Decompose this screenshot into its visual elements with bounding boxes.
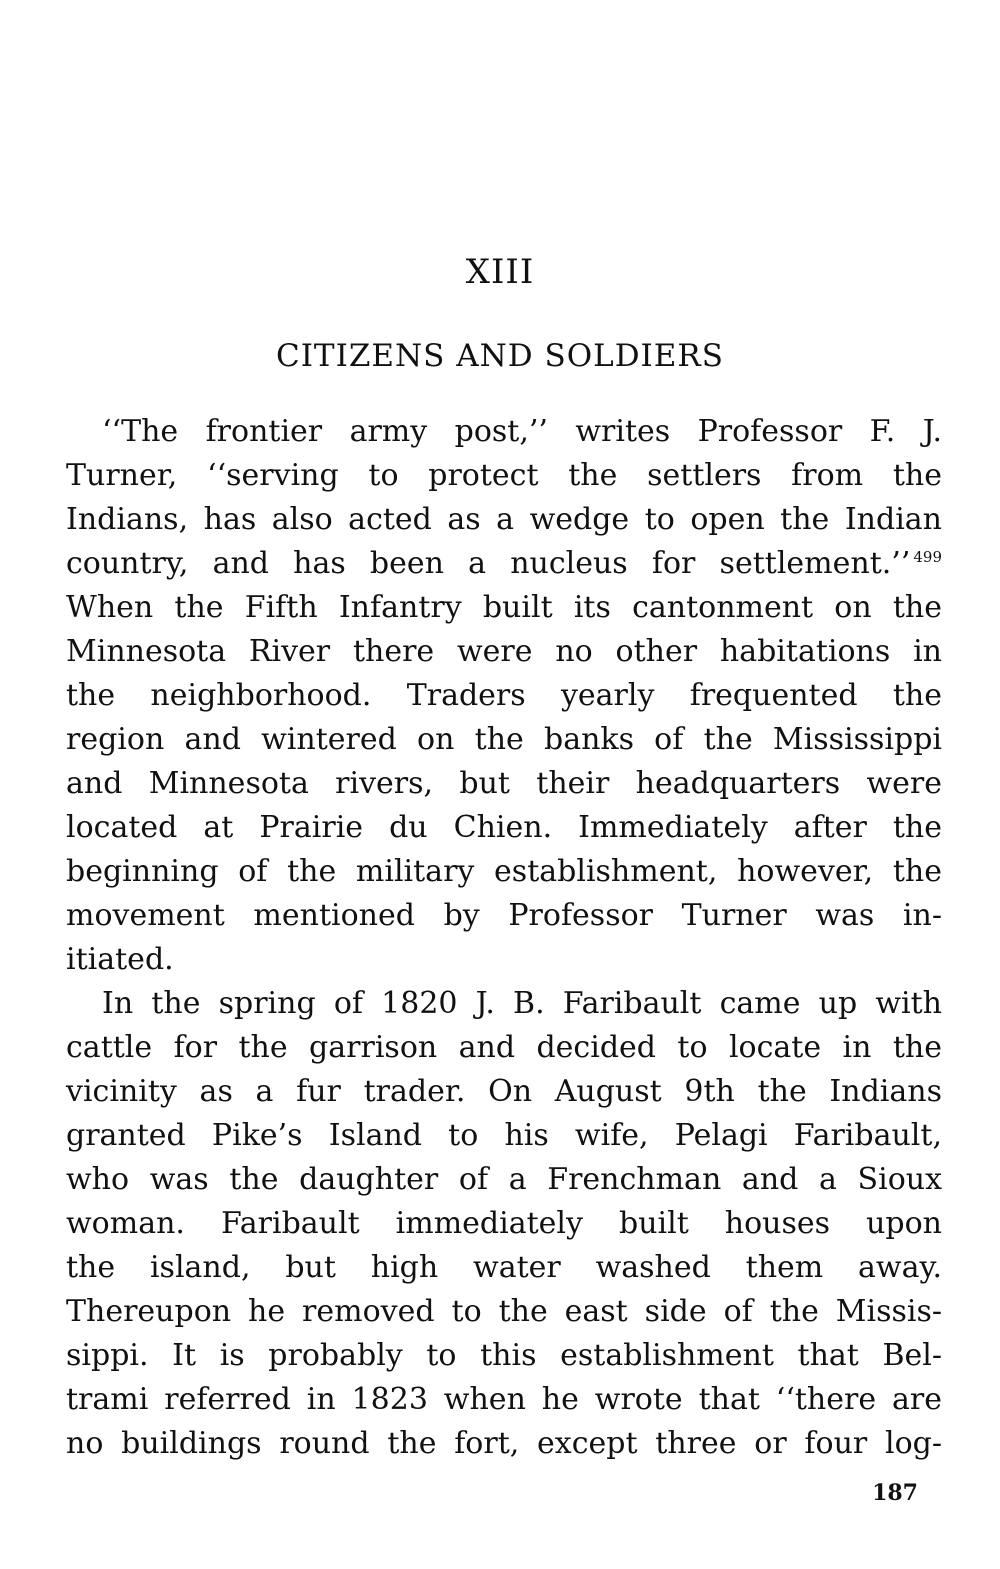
text-line: region and wintered on the banks of the Mississippi	[66, 722, 942, 757]
text-line: and Minnesota rivers, but their headquarters were	[66, 766, 942, 801]
text-line: the neighborhood. Traders yearly frequented the	[66, 678, 942, 713]
text-line: cattle for the garrison and decided to locate in the	[66, 1030, 942, 1065]
text-line: sippi. It is probably to this establishment that Bel-	[66, 1338, 942, 1373]
text-line: In the spring of 1820 J. B. Faribault came up with	[102, 986, 942, 1021]
text-line: Indians, has also acted as a wedge to open the Indian	[66, 502, 942, 537]
paragraph-1	[66, 410, 942, 982]
text-line: Minnesota River there were no other habitations in	[66, 634, 942, 669]
text-line: woman. Faribault immediately built houses upon	[66, 1206, 942, 1241]
text-line: movement mentioned by Professor Turner was in-	[66, 898, 942, 933]
text-line: beginning of the military establishment, however, the	[66, 854, 942, 889]
text-line: Thereupon he removed to the east side of the Missis-	[66, 1294, 942, 1329]
text-line: When the Fifth Infantry built its cantonment on the	[66, 590, 942, 625]
text-line: trami referred in 1823 when he wrote that ‘‘there are	[66, 1382, 942, 1417]
text-line: no buildings round the fort, except three or four log-	[66, 1426, 942, 1461]
body-text	[66, 410, 942, 1466]
text-line: located at Prairie du Chien. Immediately after the	[66, 810, 942, 845]
paragraph-2	[66, 982, 942, 1466]
chapter-number: XIII	[465, 252, 535, 292]
text-line-content: country, and has been a nucleus for settlement.’’	[66, 546, 911, 581]
footnote-reference: 499	[913, 548, 942, 566]
page-number: 187	[872, 1480, 918, 1506]
text-line: itiated.	[66, 942, 174, 977]
text-line-with-footnote	[66, 542, 942, 586]
chapter-title: CITIZENS AND SOLDIERS	[275, 338, 725, 374]
text-line: ‘‘The frontier army post,’’ writes Professor F. J.	[102, 414, 942, 449]
text-line: granted Pike’s Island to his wife, Pelagi Faribault,	[66, 1118, 942, 1153]
text-line: the island, but high water washed them away.	[66, 1250, 942, 1285]
text-line: Turner, ‘‘serving to protect the settlers from the	[66, 458, 942, 493]
text-line: who was the daughter of a Frenchman and a Sioux	[66, 1162, 942, 1197]
text-line: vicinity as a fur trader. On August 9th the Indians	[66, 1074, 942, 1109]
